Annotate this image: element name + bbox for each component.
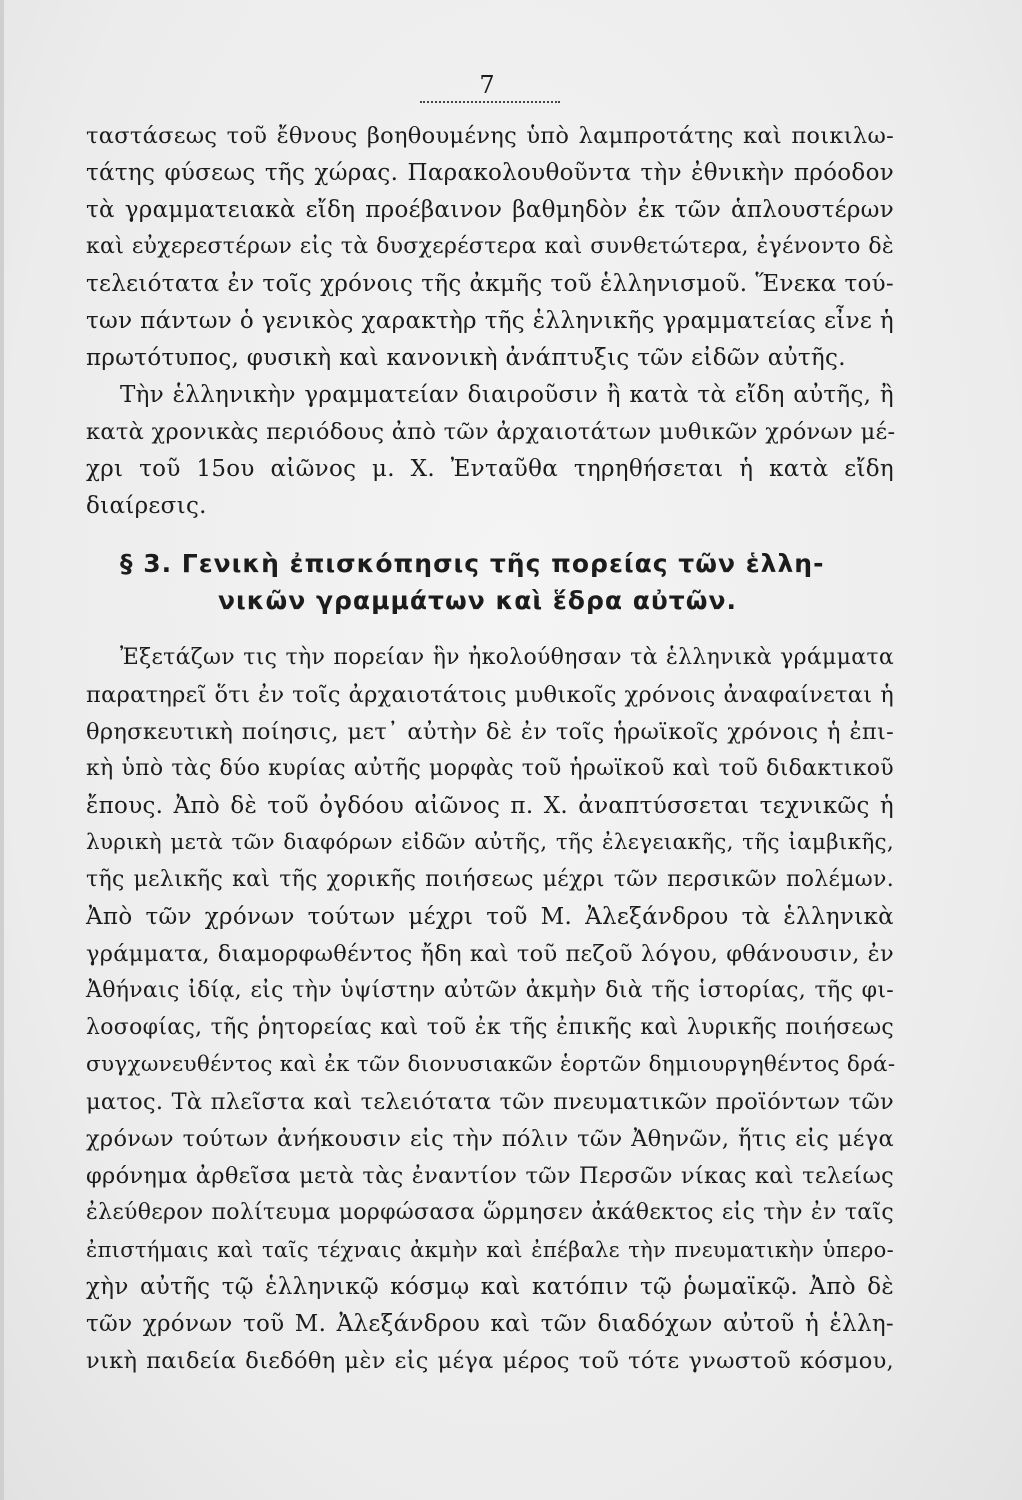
paragraph-1-line-1: ταστάσεως τοῦ ἔθνους βοηθουμένης ὑπὸ λαμπροτάτης καὶ ποικιλω- — [86, 123, 894, 149]
paragraph-3-line-12: συγχωνευθέντος καὶ ἐκ τῶν διονυσιακῶν ἑορτῶν δημιουργηθέντος δρά- — [86, 1052, 896, 1077]
paragraph-3-line-3: θρησκευτικὴ ποίησις, μετ᾽ αὐτὴν δὲ ἐν τοῖς ἡρωϊκοῖς χρόνοις ἡ ἐπι- — [86, 719, 894, 745]
paragraph-3-line-6: λυρικὴ μετὰ τῶν διαφόρων εἰδῶν αὐτῆς, τῆς ἐλεγειακῆς, τῆς ἰαμβικῆς, — [86, 830, 894, 855]
paragraph-3-line-18: χὴν αὐτῆς τῷ ἑλληνικῷ κόσμῳ καὶ κατόπιν τῷ ῥωμαϊκῷ. Ἀπὸ δὲ — [86, 1274, 894, 1300]
section-heading-line-2: νικῶν γραμμάτων καὶ ἕδρα αὐτῶν. — [218, 586, 737, 615]
paragraph-3-line-4: κὴ ὑπὸ τὰς δύο κυρίας αὐτῆς μορφὰς τοῦ ἡρωϊκοῦ καὶ τοῦ διδακτικοῦ — [86, 756, 894, 781]
paragraph-3-line-8: Ἀπὸ τῶν χρόνων τούτων μέχρι τοῦ Μ. Ἀλεξάνδρου τὰ ἑλληνικὰ — [86, 904, 894, 930]
paragraph-3-line-15: φρόνημα ἀρθεῖσα μετὰ τὰς ἐναντίον τῶν Περσῶν νίκας καὶ τελείως — [86, 1163, 894, 1189]
paragraph-2-line-2: κατὰ χρονικὰς περιόδους ἀπὸ τῶν ἀρχαιοτάτων μυθικῶν χρόνων μέ- — [86, 419, 896, 445]
page-number-rule — [420, 101, 560, 103]
paragraph-3-line-11: λοσοφίας, τῆς ῥητορείας καὶ τοῦ ἐκ τῆς ἐπικῆς καὶ λυρικῆς ποιήσεως — [86, 1015, 894, 1040]
paragraph-3-line-20: νικὴ παιδεία διεδόθη μὲν εἰς μέγα μέρος τοῦ τότε γνωστοῦ κόσμου, — [86, 1348, 894, 1374]
paragraph-2-line-1: Τὴν ἑλληνικὴν γραμματείαν διαιροῦσιν ἢ κατὰ τὰ εἴδη αὐτῆς, ἢ — [120, 382, 894, 408]
paragraph-1-line-4: καὶ εὐχερεστέρων εἰς τὰ δυσχερέστερα καὶ συνθετώτερα, ἐγένοντο δὲ — [86, 234, 894, 259]
paragraph-3-line-10: Ἀθήναις ἰδίᾳ, εἰς τὴν ὑψίστην αὐτῶν ἀκμὴν διὰ τῆς ἱστορίας, τῆς φι- — [86, 978, 894, 1003]
paragraph-3-line-13: ματος. Τὰ πλεῖστα καὶ τελειότατα τῶν πνευματικῶν προϊόντων τῶν — [86, 1089, 894, 1115]
paragraph-3-line-19: τῶν χρόνων τοῦ Μ. Ἀλεξάνδρου καὶ τῶν διαδόχων αὐτοῦ ἡ ἑλλη- — [86, 1311, 894, 1337]
paragraph-3-line-9: γράμματα, διαμορφωθέντος ἤδη καὶ τοῦ πεζοῦ λόγου, φθάνουσιν, ἐν — [86, 941, 894, 967]
paragraph-3-line-1: Ἐξετάζων τις τὴν πορείαν ἣν ἠκολούθησαν τὰ ἑλληνικὰ γράμματα — [120, 645, 894, 670]
paragraph-1-line-5: τελειότατα ἐν τοῖς χρόνοις τῆς ἀκμῆς τοῦ ἑλληνισμοῦ. Ἕνεκα τού- — [86, 271, 894, 297]
paragraph-3-line-7: τῆς μελικῆς καὶ τῆς χορικῆς ποιήσεως μέχρι τῶν περσικῶν πολέμων. — [86, 867, 894, 892]
page-left-edge — [0, 0, 4, 1500]
paragraph-1-line-3: τὰ γραμματειακὰ εἴδη προέβαινον βαθμηδὸν ἐκ τῶν ἁπλουστέρων — [86, 197, 894, 223]
paragraph-1-line-2: τάτης φύσεως τῆς χώρας. Παρακολουθοῦντα τὴν ἐθνικὴν πρόοδον — [86, 160, 894, 186]
paragraph-3-line-5: ἔπους. Ἀπὸ δὲ τοῦ ὀγδόου αἰῶνος π. Χ. ἀναπτύσσεται τεχνικῶς ἡ — [86, 793, 894, 819]
section-heading-line-1: § 3. Γενικὴ ἐπισκόπησις τῆς πορείας τῶν ἑλλη- — [120, 549, 825, 578]
paragraph-3-line-14: χρόνων τούτων ἀνήκουσιν εἰς τὴν πόλιν τῶν Ἀθηνῶν, ἥτις εἰς μέγα — [86, 1126, 894, 1152]
page-number: 7 — [479, 71, 495, 99]
paragraph-2-line-4: διαίρεσις. — [86, 493, 207, 519]
paragraph-3-line-17: ἐπιστήμαις καὶ ταῖς τέχναις ἀκμὴν καὶ ἐπέβαλε τὴν πνευματικὴν ὑπερο- — [86, 1238, 894, 1262]
paragraph-3-line-16: ἐλεύθερον πολίτευμα μορφώσασα ὥρμησεν ἀκάθεκτος εἰς τὴν ἐν ταῖς — [86, 1200, 894, 1225]
paragraph-1-line-7: πρωτότυπος, φυσικὴ καὶ κανονικὴ ἀνάπτυξις τῶν εἰδῶν αὐτῆς. — [86, 345, 846, 371]
paragraph-1-line-6: των πάντων ὁ γενικὸς χαρακτὴρ τῆς ἑλληνικῆς γραμματείας εἶνε ἡ — [86, 308, 894, 334]
paragraph-3-line-2: παρατηρεῖ ὅτι ἐν τοῖς ἀρχαιοτάτοις μυθικοῖς χρόνοις ἀναφαίνεται ἡ — [86, 682, 894, 708]
paragraph-2-line-3: χρι τοῦ 15ου αἰῶνος μ. Χ. Ἐνταῦθα τηρηθήσεται ἡ κατὰ εἴδη — [86, 456, 894, 482]
